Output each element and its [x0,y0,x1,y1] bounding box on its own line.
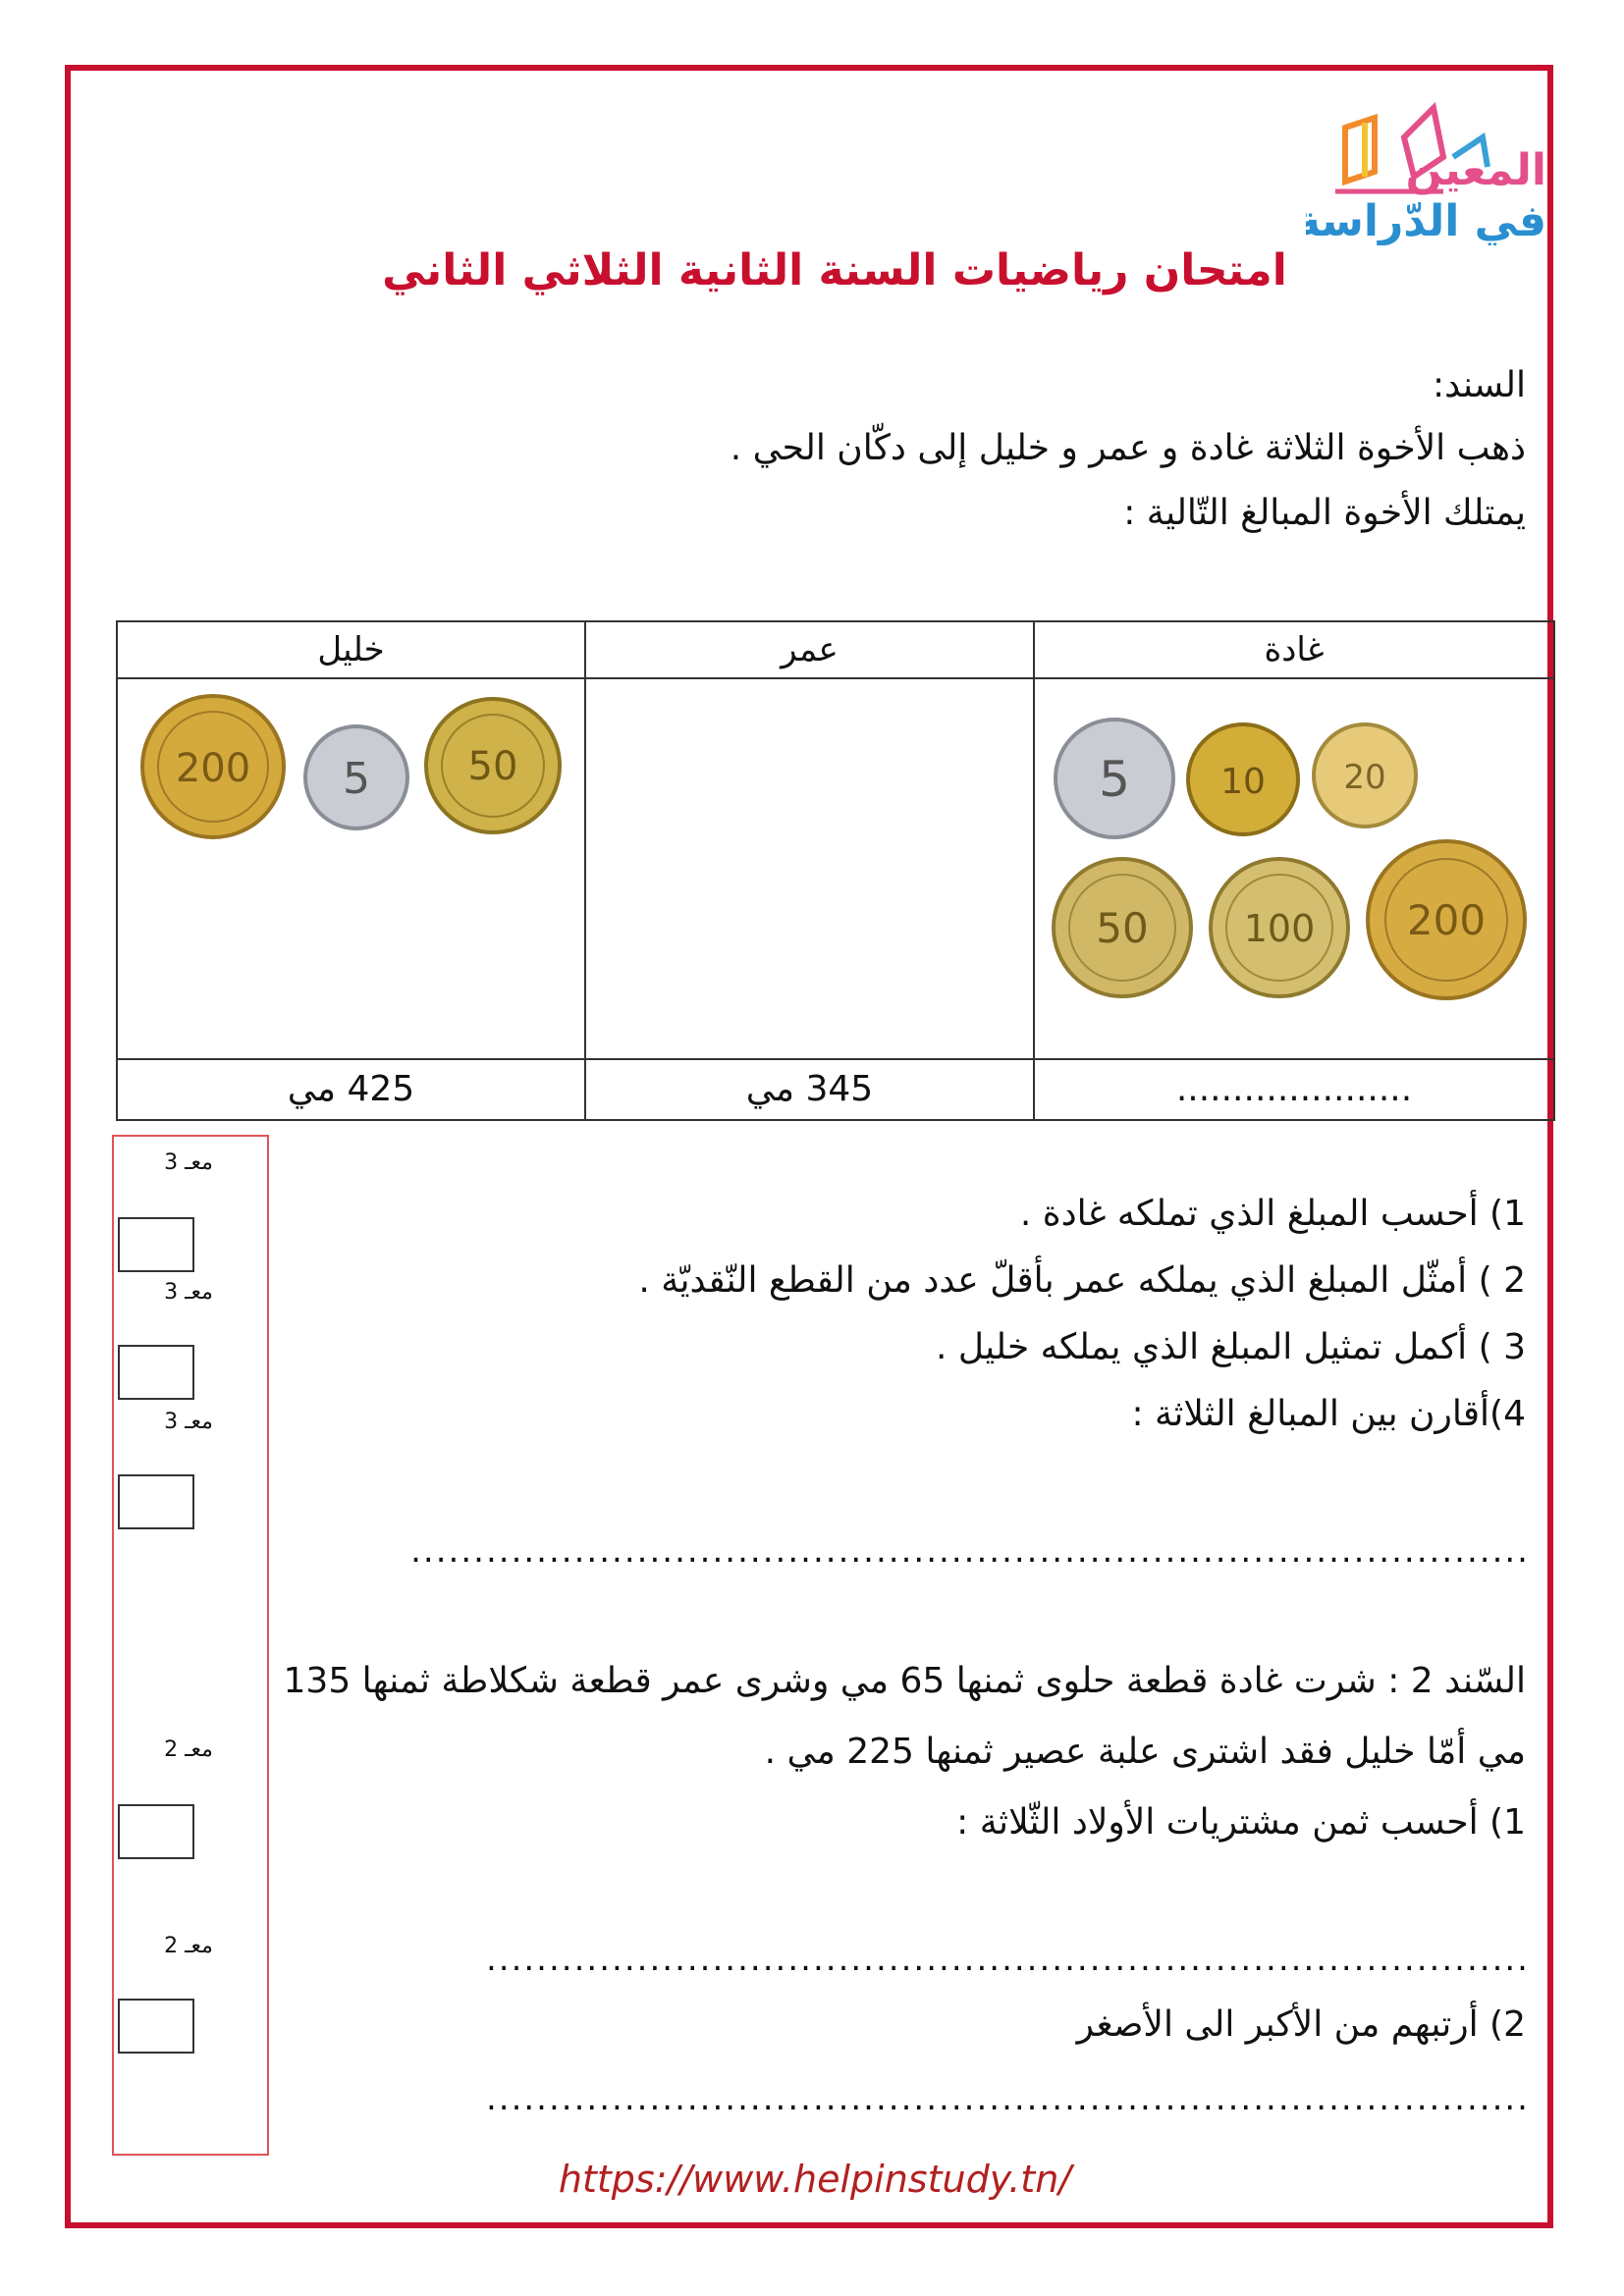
coin-100-icon [1206,854,1353,1005]
coin-value: 10 [1220,762,1266,803]
logo-line2: في الدّراسة [1306,196,1546,245]
sanad1-label: السند: [1433,365,1526,405]
score-box-1[interactable] [118,1217,194,1272]
coin-200-icon [1363,836,1530,1007]
amount-khalil: 425 مي [117,1059,585,1121]
coin-200-icon [139,693,287,844]
coin-value: 50 [467,744,518,790]
coin-10-icon [1184,721,1302,842]
question-1-4: 4)أقارن بين المبالغ الثلاثة : [1131,1394,1526,1434]
coin-value: 200 [1406,896,1487,945]
question-2-1: 1) أحسب ثمن مشتريات الأولاد الثّلاثة : [956,1802,1526,1842]
omar-coins-cell [585,678,1034,1058]
sanad1-line2: يمتلك الأخوة المبالغ التّالية : [1123,493,1526,533]
question-1-1: 1) أحسب المبلغ الذي تملكه غادة . [1019,1194,1526,1234]
coin-5-icon [1051,715,1178,846]
sanad2-line1: السّند 2 : شرت غادة قطعة حلوى ثمنها 65 مي وشرى عمر قطعة شكلاطة ثمنها 135 [283,1661,1526,1701]
coin-value: 100 [1243,907,1316,951]
answer-line-comparison: ......................................................................................... [410,1531,1530,1571]
site-logo [1306,98,1561,245]
coin-value: 5 [1099,751,1130,809]
logo-line1: المعين [1405,145,1546,195]
coin-value: 5 [343,754,370,805]
question-1-3: 3 ) أكمل تمثيل المبلغ الذي يملكه خليل . [936,1327,1526,1367]
amount-omar: 345 مي [585,1059,1034,1121]
question-2-2: 2) أرتبهم من الأكبر الى الأصغر [1076,2004,1526,2045]
ghada-coins-cell [1034,678,1554,1058]
score-box-5[interactable] [118,1999,194,2054]
coin-5-icon [302,719,410,840]
score-label-2: معـ 3 [164,1280,213,1305]
answer-line-total: ................................................................................... [485,1940,1530,1979]
coin-value: 200 [175,746,251,792]
header-khalil: خليل [117,621,585,678]
coin-50-icon [422,695,564,840]
logo-book-icon [1306,98,1561,245]
coin-50-icon [1049,854,1196,1005]
score-box-2[interactable] [118,1345,194,1400]
header-ghada: غادة [1034,621,1554,678]
page-title: امتحان رياضيات السنة الثانية الثلاثي الثاني [382,245,1287,295]
score-label-3: معـ 3 [164,1410,213,1434]
sanad1-line1: ذهب الأخوة الثلاثة غادة و عمر و خليل إلى دكّان الحي . [730,428,1526,468]
header-omar: عمر [585,621,1034,678]
amount-ghada: ..................... [1034,1059,1554,1121]
sanad2-line2: مي أمّا خليل فقد اشترى علبة عصير ثمنها 225 مي . [764,1732,1526,1772]
footer-url[interactable]: https://www.helpinstudy.tn/ [558,2158,1072,2201]
coin-value: 50 [1096,904,1149,953]
score-box-4[interactable] [118,1804,194,1859]
coin-20-icon [1310,721,1420,834]
khalil-coins-cell [117,678,585,1058]
score-label-1: معـ 3 [164,1150,213,1175]
coin-value: 20 [1343,758,1386,798]
score-label-5: معـ 2 [164,1934,213,1958]
score-label-4: معـ 2 [164,1737,213,1762]
amounts-table [116,620,1555,1121]
answer-line-order: ................................................................................... [485,2079,1530,2118]
score-box-3[interactable] [118,1474,194,1529]
question-1-2: 2 ) أمثّل المبلغ الذي يملكه عمر بأقلّ عدد من القطع النّقديّة . [638,1260,1526,1301]
